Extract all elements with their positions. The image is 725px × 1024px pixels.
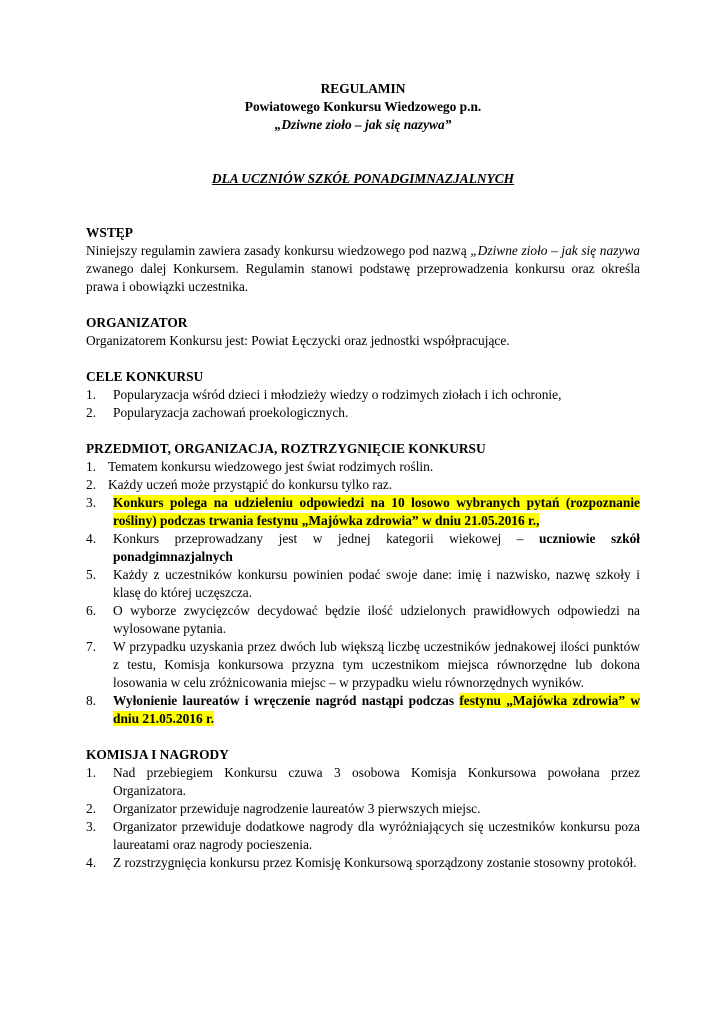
list-number: 4.: [86, 855, 97, 870]
highlighted-text: festynu „Majówka zdrowia” w dniu 21.05.2016 r.: [113, 693, 641, 726]
list-text: Popularyzacja wśród dzieci i młodzieży wiedzy o rodzimych ziołach i ich ochronie,: [113, 387, 562, 402]
audience-heading: DLA UCZNIÓW SZKÓŁ PONADGIMNAZJALNYCH: [211, 171, 515, 186]
organizer-heading: ORGANIZATOR: [86, 315, 188, 330]
document-subtitle: Powiatowego Konkursu Wiedzowego p.n.: [244, 99, 482, 114]
list-item: [86, 458, 640, 476]
list-number: 2.: [86, 477, 97, 492]
list-number: 8.: [86, 693, 97, 708]
document-title: REGULAMIN: [320, 81, 406, 96]
list-item: [86, 854, 640, 872]
list-number: 4.: [86, 531, 97, 546]
intro-heading: WSTĘP: [86, 225, 133, 240]
list-text: W przypadku uzyskania przez dwóch lub większą liczbę uczestników jednakowej ilości punktów z testu, Komisja konkursowa przyzna tym uczestnikom miejsca równorzędne lub dokona losowania w celu zróżnicowania miejsc – w przypadku wielu równorzędnych wyników.: [113, 639, 640, 690]
list-number: 6.: [86, 603, 97, 618]
goals-list: [86, 386, 640, 422]
document-page: [86, 80, 640, 872]
list-text: Konkurs przeprowadzany jest w jednej kategorii wiekowej –: [113, 531, 539, 546]
list-number: 1.: [86, 387, 97, 402]
list-item: [86, 818, 640, 854]
intro-text-a: Niniejszy regulamin zawiera zasady konkursu wiedzowego pod nazwą: [86, 243, 471, 258]
list-text: Każdy uczeń może przystąpić do konkursu tylko raz.: [108, 477, 393, 492]
intro-paragraph: [86, 242, 640, 296]
list-item: [86, 800, 640, 818]
subject-list: [86, 458, 640, 728]
list-bold-text: uczniowie szkół ponadgimnazjalnych: [113, 531, 640, 564]
list-text: Popularyzacja zachowań proekologicznych.: [113, 405, 349, 420]
list-item: [86, 404, 640, 422]
list-item: [86, 602, 640, 638]
contest-name: „Dziwne zioło – jak się nazywa”: [274, 117, 452, 132]
list-text: Organizator przewiduje nagrodzenie laureatów 3 pierwszych miejsc.: [113, 801, 481, 816]
goals-heading: CELE KONKURSU: [86, 369, 204, 384]
list-item: [86, 530, 640, 566]
list-item: [86, 476, 640, 494]
intro-contest-name: „Dziwne zioło – jak się nazywa: [470, 243, 640, 258]
list-item: [86, 692, 640, 728]
intro-text-b: zwanego dalej Konkursem. Regulamin stanowi podstawę przeprowadzenia konkursu oraz określa prawa i obowiązki uczestnika.: [86, 261, 640, 294]
list-number: 2.: [86, 801, 97, 816]
list-number: 2.: [86, 405, 97, 420]
list-bold-text: Wyłonienie laureatów i wręczenie nagród nastąpi podczas: [113, 693, 460, 708]
committee-heading: KOMISJA I NAGRODY: [86, 747, 229, 762]
list-text: Każdy z uczestników konkursu powinien podać swoje dane: imię i nazwisko, nazwę szkoły i klasę do której uczęszcza.: [113, 567, 640, 600]
list-item: [86, 494, 640, 530]
committee-list: [86, 764, 640, 872]
list-item: [86, 566, 640, 602]
list-item: [86, 386, 640, 404]
list-text: Organizator przewiduje dodatkowe nagrody dla wyróżniających się uczestników konkursu poza laureatami oraz nagrody pocieszenia.: [113, 819, 640, 852]
highlighted-text: Konkurs polega na udzieleniu odpowiedzi na 10 losowo wybranych pytań (rozpoznanie rośliny) podczas trwania festynu „Majówka zdrowia” w dniu 21.05.2016 r.,: [113, 495, 640, 528]
list-number: 3.: [86, 819, 97, 834]
list-text: O wyborze zwycięzców decydować będzie ilość udzielonych prawidłowych odpowiedzi na wylosowane pytania.: [113, 603, 640, 636]
list-number: 1.: [86, 459, 97, 474]
subject-heading: PRZEDMIOT, ORGANIZACJA, ROZTRZYGNIĘCIE KONKURSU: [86, 441, 486, 456]
list-number: 3.: [86, 495, 97, 510]
list-number: 7.: [86, 639, 97, 654]
list-item: [86, 638, 640, 692]
list-text: Z rozstrzygnięcia konkursu przez Komisję Konkursową sporządzony zostanie stosowny protokół.: [113, 855, 637, 870]
list-item: [86, 764, 640, 800]
list-number: 1.: [86, 765, 97, 780]
list-text: Tematem konkursu wiedzowego jest świat rodzimych roślin.: [108, 459, 434, 474]
list-number: 5.: [86, 567, 97, 582]
list-text: Nad przebiegiem Konkursu czuwa 3 osobowa Komisja Konkursowa powołana przez Organizatora.: [113, 765, 640, 798]
organizer-paragraph: Organizatorem Konkursu jest: Powiat Łęczycki oraz jednostki współpracujące.: [86, 333, 510, 348]
